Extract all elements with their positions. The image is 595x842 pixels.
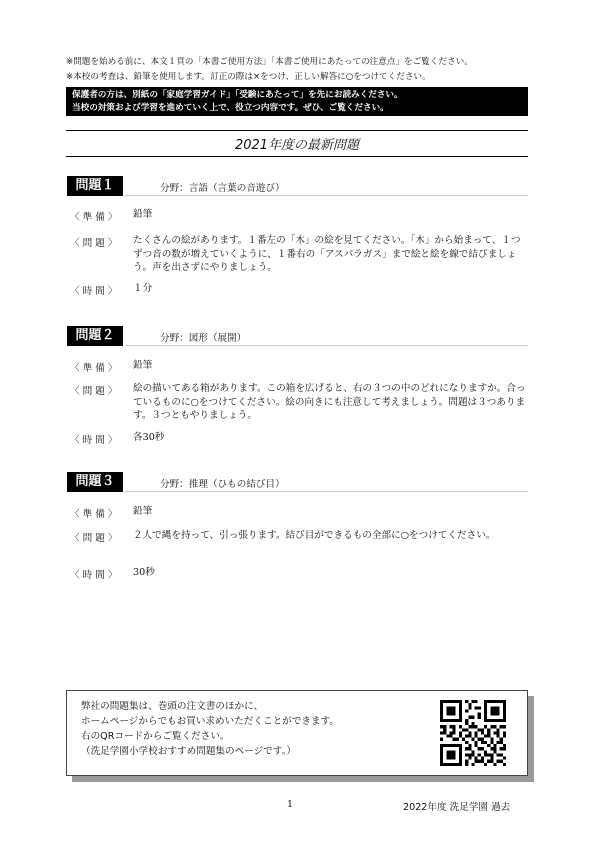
note-line-1: ※問題を始める前に、本文１頁の「本書ご使用方法」「本書ご使用にあたっての注意点」をご覧ください。 xyxy=(66,57,473,67)
question-1-field: 分野：言語（言葉の音遊び） xyxy=(160,183,285,194)
question-3-field: 分野：推理（ひもの結び目） xyxy=(160,479,285,490)
footer-line-4: （洗足学園小学校おすすめ問題集のページです。） xyxy=(81,746,296,757)
page-footer-title: 2022年度 洗足学園 過去 xyxy=(403,802,511,813)
question-1-badge: 問題１ xyxy=(67,176,123,196)
page-title: 2021年度の最新問題 xyxy=(234,138,360,153)
question-2-field: 分野：図形（展開） xyxy=(160,333,247,344)
title-rule-top xyxy=(66,130,528,131)
parent-notice-line-1: 保護者の方は、別紙の「家庭学習ガイド」「受験にあたって」を先にお読みください。 xyxy=(72,90,403,100)
question-3-prep-label: 〈 準 備 〉 xyxy=(70,509,118,520)
qr-code-icon[interactable] xyxy=(440,700,506,766)
question-1-prep: 鉛筆 xyxy=(133,209,153,220)
question-3-problem-label: 〈 問 題 〉 xyxy=(70,533,118,544)
question-1-time-label: 〈 時 間 〉 xyxy=(70,286,118,297)
question-2-problem-label: 〈 問 題 〉 xyxy=(70,386,118,397)
question-3-time: 30秒 xyxy=(133,567,155,578)
parent-notice-line-2: 当校の対策および学習を進めていく上で、役立つ内容です。ぜひ、ご覧ください。 xyxy=(72,103,389,113)
footer-line-2: ホームページからでもお買い求めいただくことができます。 xyxy=(81,716,339,727)
page-number: 1 xyxy=(287,799,294,810)
question-3-rule xyxy=(125,491,528,492)
note-line-2: ※本校の考査は、鉛筆を使用します。訂正の際は×をつけ、正しい解答に○をつけてください。 xyxy=(66,72,431,82)
question-1-prep-label: 〈 準 備 〉 xyxy=(70,212,118,223)
question-2-prep-label: 〈 準 備 〉 xyxy=(70,363,118,374)
footer-box xyxy=(66,690,528,776)
question-3-time-label: 〈 時 間 〉 xyxy=(70,570,118,581)
question-1-rule xyxy=(125,195,528,196)
question-2-badge: 問題２ xyxy=(67,326,123,346)
question-1-time: １分 xyxy=(133,283,153,294)
question-3-badge: 問題３ xyxy=(67,472,123,492)
question-3-problem: ２人で縄を持って、引っ張ります。結び目ができるもの全部に○をつけてください。 xyxy=(133,530,496,541)
question-2-time-label: 〈 時 間 〉 xyxy=(70,435,118,446)
question-1-problem: たくさんの絵があります。１番左の「木」の絵を見てください。「木」から始まって、１つずつ音の数が増えていくように、１番右の「アスパラガス」まで絵と絵を線で結びましょう。声を出さずにやりましょう。 xyxy=(133,235,521,273)
question-2-rule xyxy=(125,345,528,346)
footer-line-1: 弊社の問題集は、巻頭の注文書のほかに、 xyxy=(81,701,264,712)
footer-text xyxy=(81,699,339,759)
footer-line-3: 右のQRコードからご覧ください。 xyxy=(81,731,230,742)
title-rule-bottom xyxy=(66,156,528,157)
question-2-time: 各30秒 xyxy=(133,432,165,443)
question-2-problem: 絵の描いてある箱があります。この箱を広げると、右の３つの中のどれになりますか。合っているものに○をつけてください。絵の向きにも注意して考えましょう。問題は３つあります。３つともやりましょう。 xyxy=(133,383,526,421)
question-2-prep: 鉛筆 xyxy=(133,360,153,371)
question-1-problem-label: 〈 問 題 〉 xyxy=(70,238,118,249)
question-3-prep: 鉛筆 xyxy=(133,506,153,517)
parent-notice xyxy=(66,87,528,116)
